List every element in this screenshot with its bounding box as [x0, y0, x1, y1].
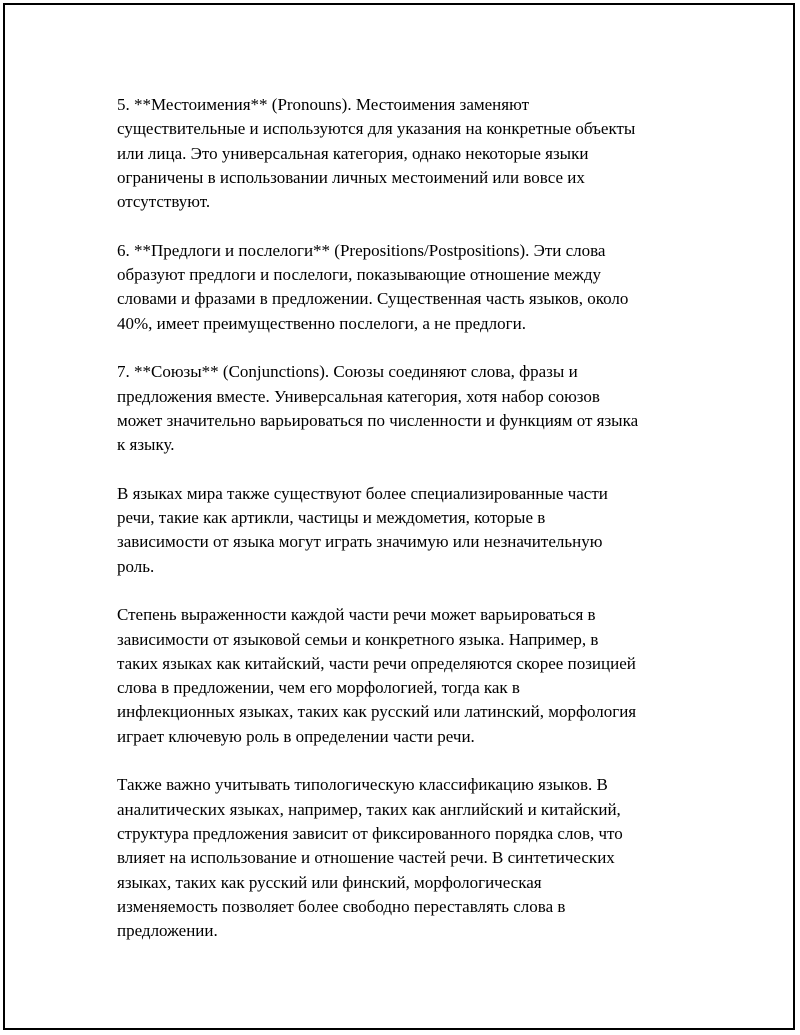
text-line: Также важно учитывать типологическую классификацию языков. В: [117, 775, 608, 795]
text-line: предложении.: [117, 921, 218, 941]
text-line: изменяемость позволяет более свободно переставлять слова в: [117, 896, 566, 916]
text-line: 6. **Предлоги и послелоги** (Prepositions/Postpositions). Эти слова: [117, 240, 606, 260]
text-line: 7. **Союзы** (Conjunctions). Союзы соединяют слова, фразы и: [117, 362, 578, 382]
text-line: инфлекционных языках, таких как русский или латинский, морфология: [117, 702, 637, 722]
text-line: существительные и используются для указания на конкретные объекты: [117, 119, 636, 139]
text-line: 40%, имеет преимущественно послелоги, а не предлоги.: [117, 313, 526, 333]
text-line: играет ключевую роль в определении части речи.: [117, 726, 475, 746]
text-line: аналитических языках, например, таких как английский и китайский,: [117, 799, 621, 819]
text-line: ограничены в использовании личных местоимений или вовсе их: [117, 167, 585, 187]
paragraph-typology: [117, 773, 687, 943]
paragraph-prepositions: [117, 239, 687, 336]
text-line: 5. **Местоимения** (Pronouns). Местоимения заменяют: [117, 95, 529, 114]
text-line: слова в предложении, чем его морфологией, тогда как в: [117, 678, 520, 698]
text-line: зависимости от языка могут играть значимую или незначительную: [117, 532, 603, 552]
text-line: зависимости от языковой семьи и конкретного языка. Например, в: [117, 629, 599, 649]
text-line: отсутствуют.: [117, 192, 211, 212]
text-line: словами и фразами в предложении. Существенная часть языков, около: [117, 289, 629, 309]
text-line: роль.: [117, 556, 155, 576]
paragraph-pronouns: [117, 93, 687, 214]
paragraph-specialized-parts: [117, 482, 687, 579]
text-line: Степень выраженности каждой части речи может варьироваться в: [117, 605, 596, 625]
text-line: предложения вместе. Универсальная категория, хотя набор союзов: [117, 386, 600, 406]
document-body: [117, 93, 687, 968]
paragraph-conjunctions: [117, 360, 687, 457]
text-line: структура предложения зависит от фиксированного порядка слов, что: [117, 823, 623, 843]
text-line: образуют предлоги и послелоги, показывающие отношение между: [117, 265, 602, 285]
text-line: речи, такие как артикли, частицы и междометия, которые в: [117, 508, 546, 528]
paragraph-degree-of-expression: [117, 603, 687, 749]
text-line: может значительно варьироваться по численности и функциям от языка: [117, 410, 639, 430]
text-line: В языках мира также существуют более специализированные части: [117, 483, 608, 503]
text-line: влияет на использование и отношение частей речи. В синтетических: [117, 848, 615, 868]
text-line: языках, таких как русский или финский, морфологическая: [117, 872, 542, 892]
text-line: или лица. Это универсальная категория, однако некоторые языки: [117, 143, 589, 163]
text-line: к языку.: [117, 435, 175, 455]
text-line: таких языках как китайский, части речи определяются скорее позицией: [117, 653, 636, 673]
